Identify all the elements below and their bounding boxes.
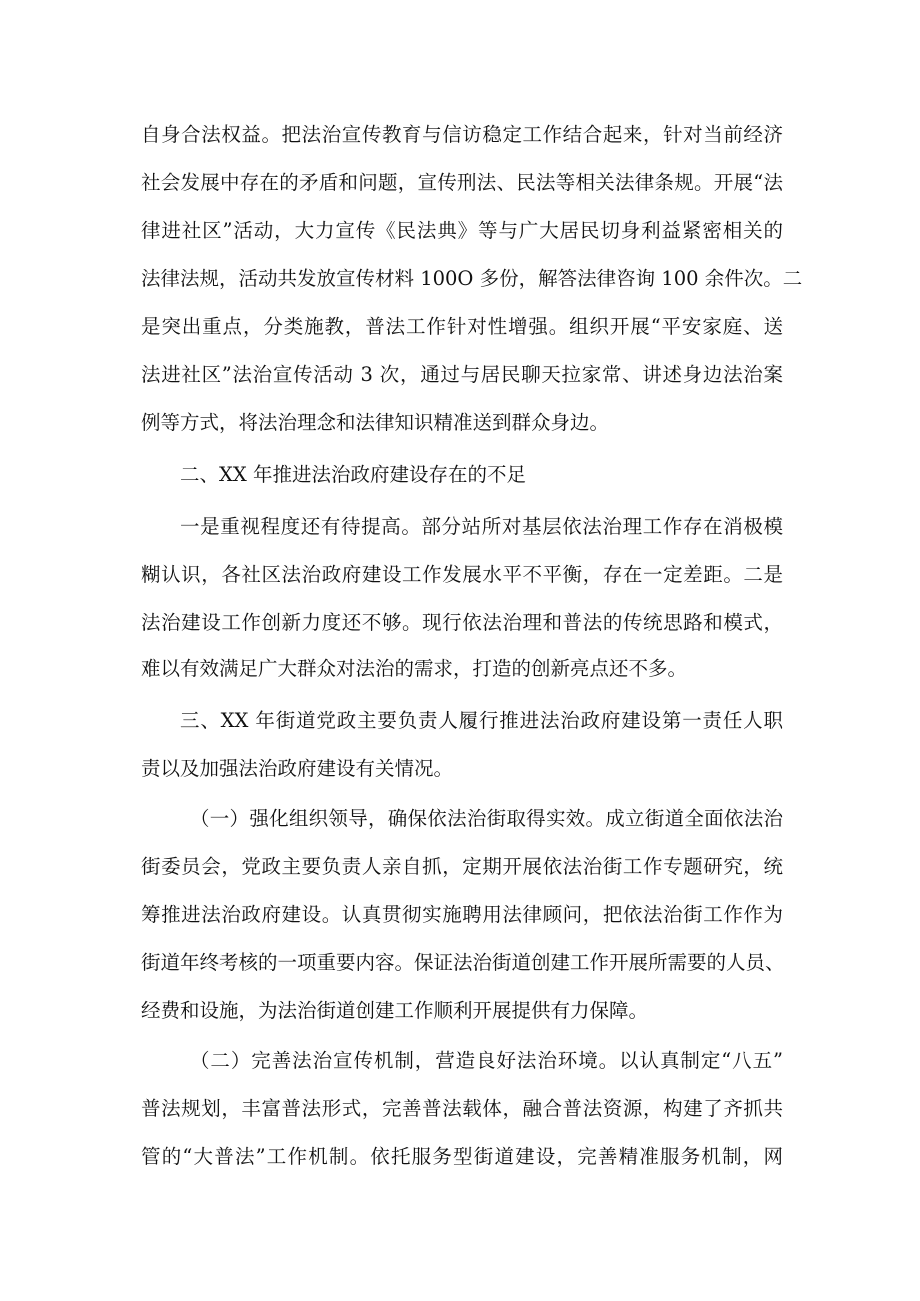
paragraph-line: 糊认识，各社区法治政府建设工作发展水平不平衡，存在一定差距。二是 bbox=[141, 563, 783, 586]
paragraph-line: （二）完善法治宣传机制，营造良好法治环境。以认真制定“八五” bbox=[190, 1049, 783, 1072]
paragraph-line: 街道年终考核的一项重要内容。保证法治街道创建工作开展所需要的人员、 bbox=[141, 951, 785, 974]
paragraph-line: 法治建设工作创新力度还不够。现行依法治理和普法的传统思路和模式， bbox=[141, 611, 783, 634]
paragraph-line: 社会发展中存在的矛盾和问题，宣传刑法、民法等相关法律条规。开展“法 bbox=[141, 171, 783, 194]
paragraph-line: 经费和设施，为法治街道创建工作顺利开展提供有力保障。 bbox=[141, 999, 649, 1022]
section-heading: 三、XX 年街道党政主要负责人履行推进法治政府建设第一责任人职 bbox=[180, 709, 783, 732]
paragraph-line: 是突出重点，分类施教，普法工作针对性增强。组织开展“平安家庭、送 bbox=[141, 315, 783, 338]
paragraph-line: 例等方式，将法治理念和法律知识精准送到群众身边。 bbox=[141, 411, 610, 434]
paragraph-line: 自身合法权益。把法治宣传教育与信访稳定工作结合起来，针对当前经济 bbox=[141, 123, 783, 146]
paragraph-line: 街委员会，党政主要负责人亲自抓，定期开展依法治街工作专题研究，统 bbox=[141, 855, 783, 878]
paragraph-line: 一是重视程度还有待提高。部分站所对基层依法治理工作存在消极模 bbox=[180, 515, 783, 538]
paragraph-line: 普法规划，丰富普法形式，完善普法载体，融合普法资源，构建了齐抓共 bbox=[141, 1097, 783, 1120]
paragraph-line: 法进社区”法治宣传活动 3 次，通过与居民聊天拉家常、讲述身边法治案 bbox=[141, 363, 783, 386]
paragraph-line: （一）强化组织领导，确保依法治街取得实效。成立街道全面依法治 bbox=[190, 807, 783, 830]
paragraph-line: 法律法规，活动共发放宣传材料 100O 多份，解答法律咨询 100 余件次。二 bbox=[141, 267, 803, 290]
paragraph-line: 律进社区”活动，大力宣传《民法典》等与广大居民切身利益紧密相关的 bbox=[141, 219, 783, 242]
paragraph-line: 管的“大普法”工作机制。依托服务型街道建设，完善精准服务机制，网 bbox=[141, 1145, 783, 1168]
paragraph-line: 难以有效满足广大群众对法治的需求，打造的创新亮点还不多。 bbox=[141, 657, 688, 680]
section-heading: 责以及加强法治政府建设有关情况。 bbox=[141, 757, 454, 780]
section-heading: 二、XX 年推进法治政府建设存在的不足 bbox=[180, 463, 526, 486]
paragraph-line: 筹推进法治政府建设。认真贯彻实施聘用法律顾问，把依法治街工作作为 bbox=[141, 903, 783, 926]
